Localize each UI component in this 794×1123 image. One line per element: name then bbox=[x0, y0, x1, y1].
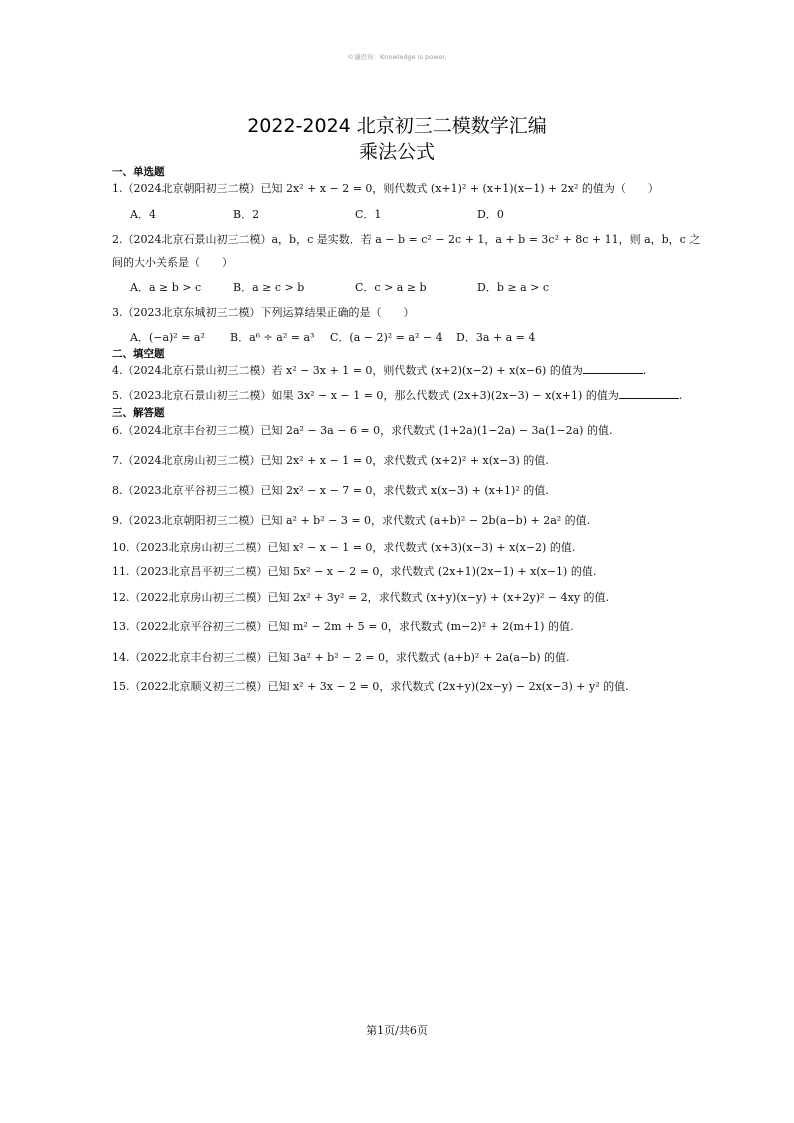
option-a: A．a ≥ b > c bbox=[130, 281, 202, 294]
question-2-line-2: 间的大小关系是（ ） bbox=[112, 256, 233, 269]
answer-blank bbox=[619, 388, 679, 399]
option-b: B．2 bbox=[233, 208, 260, 221]
option-d: D．0 bbox=[477, 208, 504, 221]
question-5-end: . bbox=[678, 389, 683, 402]
question-14: 14.（2022北京丰台初三二模）已知 3a² + b² − 2 = 0，求代数式 (a+b)² + 2a(a−b) 的值. bbox=[112, 651, 570, 664]
option-c: C．(a − 2)² = a² − 4 bbox=[330, 331, 443, 344]
question-4-text: 4.（2024北京石景山初三二模）若 x² − 3x + 1 = 0，则代数式 (x+2)(x−2) + x(x−6) 的值为 bbox=[112, 364, 583, 377]
option-a: A．(−a)² = a² bbox=[130, 331, 205, 344]
question-4 bbox=[112, 362, 692, 378]
option-c: C．c > a ≥ b bbox=[355, 281, 427, 294]
option-d: D．3a + a = 4 bbox=[456, 331, 536, 344]
question-1: 1.（2024北京朝阳初三二模）已知 2x² + x − 2 = 0，则代数式 (x+1)² + (x+1)(x−1) + 2x² 的值为（ ） bbox=[112, 182, 659, 195]
question-15: 15.（2022北京顺义初三二模）已知 x² + 3x − 2 = 0，求代数式 (2x+y)(2x−y) − 2x(x−3) + y² 的值. bbox=[112, 680, 629, 693]
watermark: ©谦思得：Knowledge is power. bbox=[347, 53, 447, 61]
section-heading-fill-blank: 二、填空题 bbox=[112, 348, 165, 360]
option-a: A．4 bbox=[130, 208, 156, 221]
answer-blank bbox=[583, 363, 643, 374]
question-7: 7.（2024北京房山初三二模）已知 2x² + x − 1 = 0，求代数式 (x+2)² + x(x−3) 的值. bbox=[112, 454, 549, 467]
question-11: 11.（2023北京昌平初三二模）已知 5x² − x − 2 = 0，求代数式 (2x+1)(2x−1) + x(x−1) 的值. bbox=[112, 565, 597, 578]
question-12: 12.（2022北京房山初三二模）已知 2x² + 3y² = 2，求代数式 (x+y)(x−y) + (x+2y)² − 4xy 的值. bbox=[112, 591, 610, 604]
question-5 bbox=[112, 387, 692, 403]
section-heading-single-choice: 一、单选题 bbox=[112, 166, 165, 178]
question-8: 8.（2023北京平谷初三二模）已知 2x² − x − 7 = 0，求代数式 x(x−3) + (x+1)² 的值. bbox=[112, 484, 549, 497]
question-2-line-1: 2.（2024北京石景山初三二模）a，b，c 是实数．若 a − b = c² − 2c + 1，a + b = 3c² + 8c + 11，则 a，b，c 之 bbox=[112, 233, 701, 246]
document-subtitle: 乘法公式 bbox=[358, 141, 435, 163]
option-c: C．1 bbox=[355, 208, 382, 221]
question-9: 9.（2023北京朝阳初三二模）已知 a² + b² − 3 = 0，求代数式 (a+b)² − 2b(a−b) + 2a² 的值. bbox=[112, 514, 591, 527]
option-b: B．a ≥ c > b bbox=[233, 281, 305, 294]
option-b: B．a⁶ ÷ a² = a³ bbox=[230, 331, 315, 344]
option-d: D．b ≥ a > c bbox=[477, 281, 549, 294]
question-5-text: 5.（2023北京石景山初三二模）如果 3x² − x − 1 = 0，那么代数式 (2x+3)(2x−3) − x(x+1) 的值为 bbox=[112, 389, 619, 402]
page-number: 第1页/共6页 bbox=[366, 1024, 428, 1037]
document-title: 2022-2024 北京初三二模数学汇编 bbox=[247, 115, 547, 137]
question-13: 13.（2022北京平谷初三二模）已知 m² − 2m + 5 = 0，求代数式 (m−2)² + 2(m+1) 的值. bbox=[112, 620, 574, 633]
question-10: 10.（2023北京房山初三二模）已知 x² − x − 1 = 0，求代数式 (x+3)(x−3) + x(x−2) 的值. bbox=[112, 541, 576, 554]
question-3: 3.（2023北京东城初三二模）下列运算结果正确的是（ ） bbox=[112, 306, 415, 319]
question-4-end: . bbox=[642, 364, 647, 377]
question-6: 6.（2024北京丰台初三二模）已知 2a² − 3a − 6 = 0，求代数式 (1+2a)(1−2a) − 3a(1−2a) 的值. bbox=[112, 424, 613, 437]
section-heading-solution: 三、解答题 bbox=[112, 407, 165, 419]
